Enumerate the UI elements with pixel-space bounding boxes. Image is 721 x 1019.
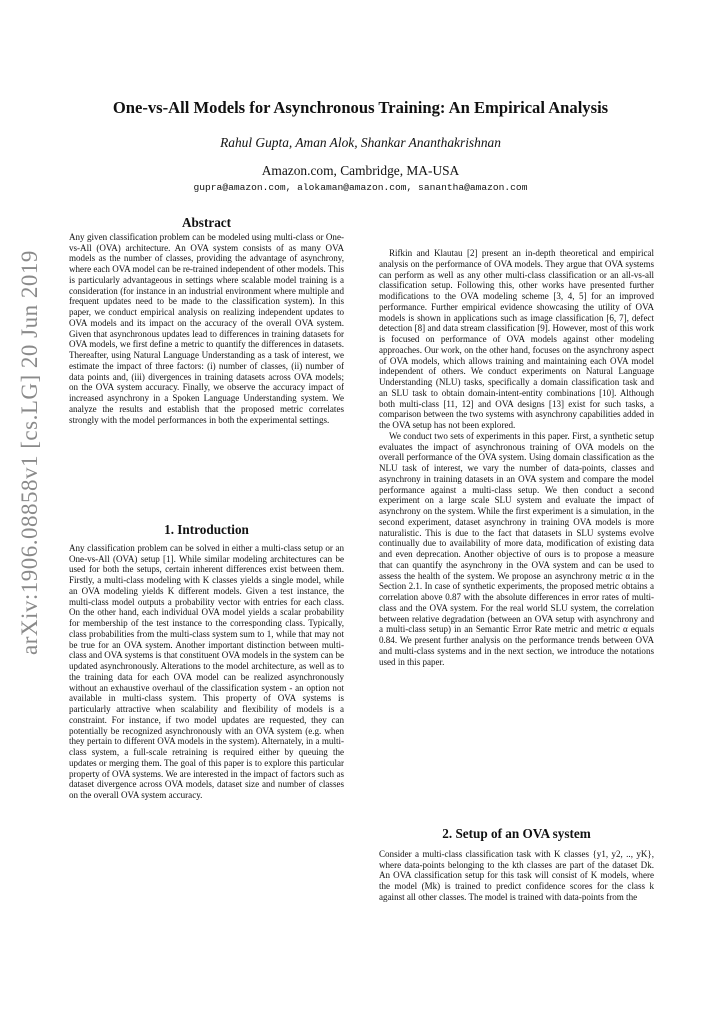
experiments-paragraph: We conduct two sets of experiments in this paper. First, a synthetic setup evaluates the impact of asynchronous training of OVA models on the overall performance of the OVA system. Using domain classification as the NLU task of interest, we vary the number of data-points, classes and asynchrony in training datasets in an OVA system and compare the model performance against a multi-class setup. We then conduct a second experiment on a large scale SLU system and evaluate the impact of asynchrony on the system. While the first experiment is a simulation, in the second experiment, dataset asynchrony in training OVA models is more naturalistic. This is due to the fact that datasets in SLU systems evolve continually due to availability of more data, modification of existing data and even deprecation. Another objective of ours is to propose a measure that can quantify the asynchrony in the OVA system and can be used to assess the health of the system. We propose an asynchrony metric α in the Section 2.1. In case of synthetic experiments, the proposed metric obtains a correlation above 0.87 with the absolute differences in error rates of multi-class and the OVA system. For the real world SLU system, the correlation between relative degradation (between an OVA setup with asynchrony and a multi-class setup) in an Semantic Error Rate metric and metric α equals 0.84. We present further analysis on the performance trends between OVA and multi-class systems and in the next section, we introduce the notations used in this paper.	[379, 430, 654, 667]
setup-heading: 2. Setup of an OVA system	[442, 826, 591, 841]
introduction-heading: 1. Introduction	[164, 522, 249, 537]
arxiv-stamp: arXiv:1906.08858v1 [cs.LG] 20 Jun 2019	[17, 250, 42, 655]
paper-emails: gupra@amazon.com, alokaman@amazon.com, sanantha@amazon.com	[193, 182, 528, 193]
paper-authors: Rahul Gupta, Aman Alok, Shankar Ananthakrishnan	[220, 135, 501, 150]
right-column	[379, 248, 654, 667]
left-column	[69, 215, 345, 425]
setup-text: Consider a multi-class classification task with K classes {y1, y2, .., yK}, where data-points belonging to the kth classes are part of the dataset Dk. An OVA classification setup for this task will consist of K models, where the model (Mk) is trained to predict confidence scores for the class k against all other classes. The model is trained with data-points from the	[379, 848, 654, 902]
abstract-text: Any given classification problem can be modeled using multi-class or One-vs-All (OVA) architecture. An OVA system consists of as many OVA models as the number of classes, providing the advantage of asynchrony, where each OVA model can be re-trained independent of other models. This is particularly advantageous in settings where scalable model training is a consideration (for instance in an industrial environment where multiple and frequent updates need to be made to the classification system). In this paper, we conduct empirical analysis on realizing independent updates to OVA models and its impact on the accuracy of the overall OVA system. Given that asynchronous updates lead to differences in training datasets for OVA models, we first define a metric to quantify the differences in datasets. Thereafter, using Natural Language Understanding as a task of interest, we estimate the impact of three factors: (i) number of classes, (ii) number of data points and, (iii) divergences in training datasets across OVA models; on the OVA system accuracy. Finally, we observe the accuracy impact of increased asynchrony in a Spoken Language Understanding system. We analyze the results and establish that the proposed metric correlates strongly with the model performances in both the experimental settings.	[69, 231, 345, 425]
setup-section	[379, 826, 654, 903]
introduction-text: Any classification problem can be solved in either a multi-class setup or an One-vs-All (OVA) setup [1]. While similar modeling architectures can be used for both the setups, certain inherent differences exist between them. Firstly, a multi-class modeling with K classes yields a single model, while an OVA modeling yields K different models. Given a test instance, the multi-class model outputs a probability vector with entries for each class. On the other hand, each individual OVA model yields a scalar probability for membership of the test instance to the corresponding class. Typically, class probabilities from the multi-class system sum to 1, while that may not be true for an OVA system. Another important distinction between multi-class and OVA systems is that constituent OVA models in the system can be updated asynchronously. Alterations to the model architecture, as well as to the training data for each OVA model can be realized asynchronously without an exhaustive overhaul of the classification system - an option not available in multi-class system. This property of OVA systems is particularly attractive when scalability and flexibility of models is a constraint. For instance, if two model updates are requested, they can potentially be recognized asynchronously with an OVA system (e.g. when they pertain to different OVA models in the system). Alternately, in a multi-class system, a full-scale retraining is required either by queuing the updates or merging them. The goal of this paper is to explore this particular property of OVA systems. We are interested in the impact of factors such as dataset divergence across OVA models, dataset size and number of classes on the overall OVA system accuracy.	[69, 542, 344, 800]
introduction-section	[69, 522, 344, 801]
related-work-paragraph: Rifkin and Klautau [2] present an in-depth theoretical and empirical analysis on the performance of OVA models. They argue that OVA systems can perform as well as any other multi-class classification or an all-vs-all classification setup. Following this, other works have presented further modifications to the OVA modeling scheme [3, 4, 5] for an improved performance. Further empirical evidence showcasing the utility of OVA models is shown in applications such as image classification [6, 7], defect detection [8] and data stream classification [9]. However, most of this work is focused on performance of OVA models against other modeling approaches. Our work, on the other hand, focuses on the asynchrony aspect of OVA models, which allows training and maintaining each OVA model independent of others. We conduct experiments on Natural Language Understanding (NLU) tasks, specifically a domain classification task and an SLU task to obtain domain-intent-entity combinations [10]. Although both multi-class [11, 12] and OVA designs [13] exist for such tasks, a comparison between the two systems with asynchrony capabilities added in the OVA setup has not been explored.	[379, 248, 654, 430]
paper-affiliation: Amazon.com, Cambridge, MA-USA	[261, 163, 460, 178]
paper-title: One-vs-All Models for Asynchronous Training: An Empirical Analysis	[112, 98, 609, 117]
abstract-heading: Abstract	[181, 215, 232, 230]
